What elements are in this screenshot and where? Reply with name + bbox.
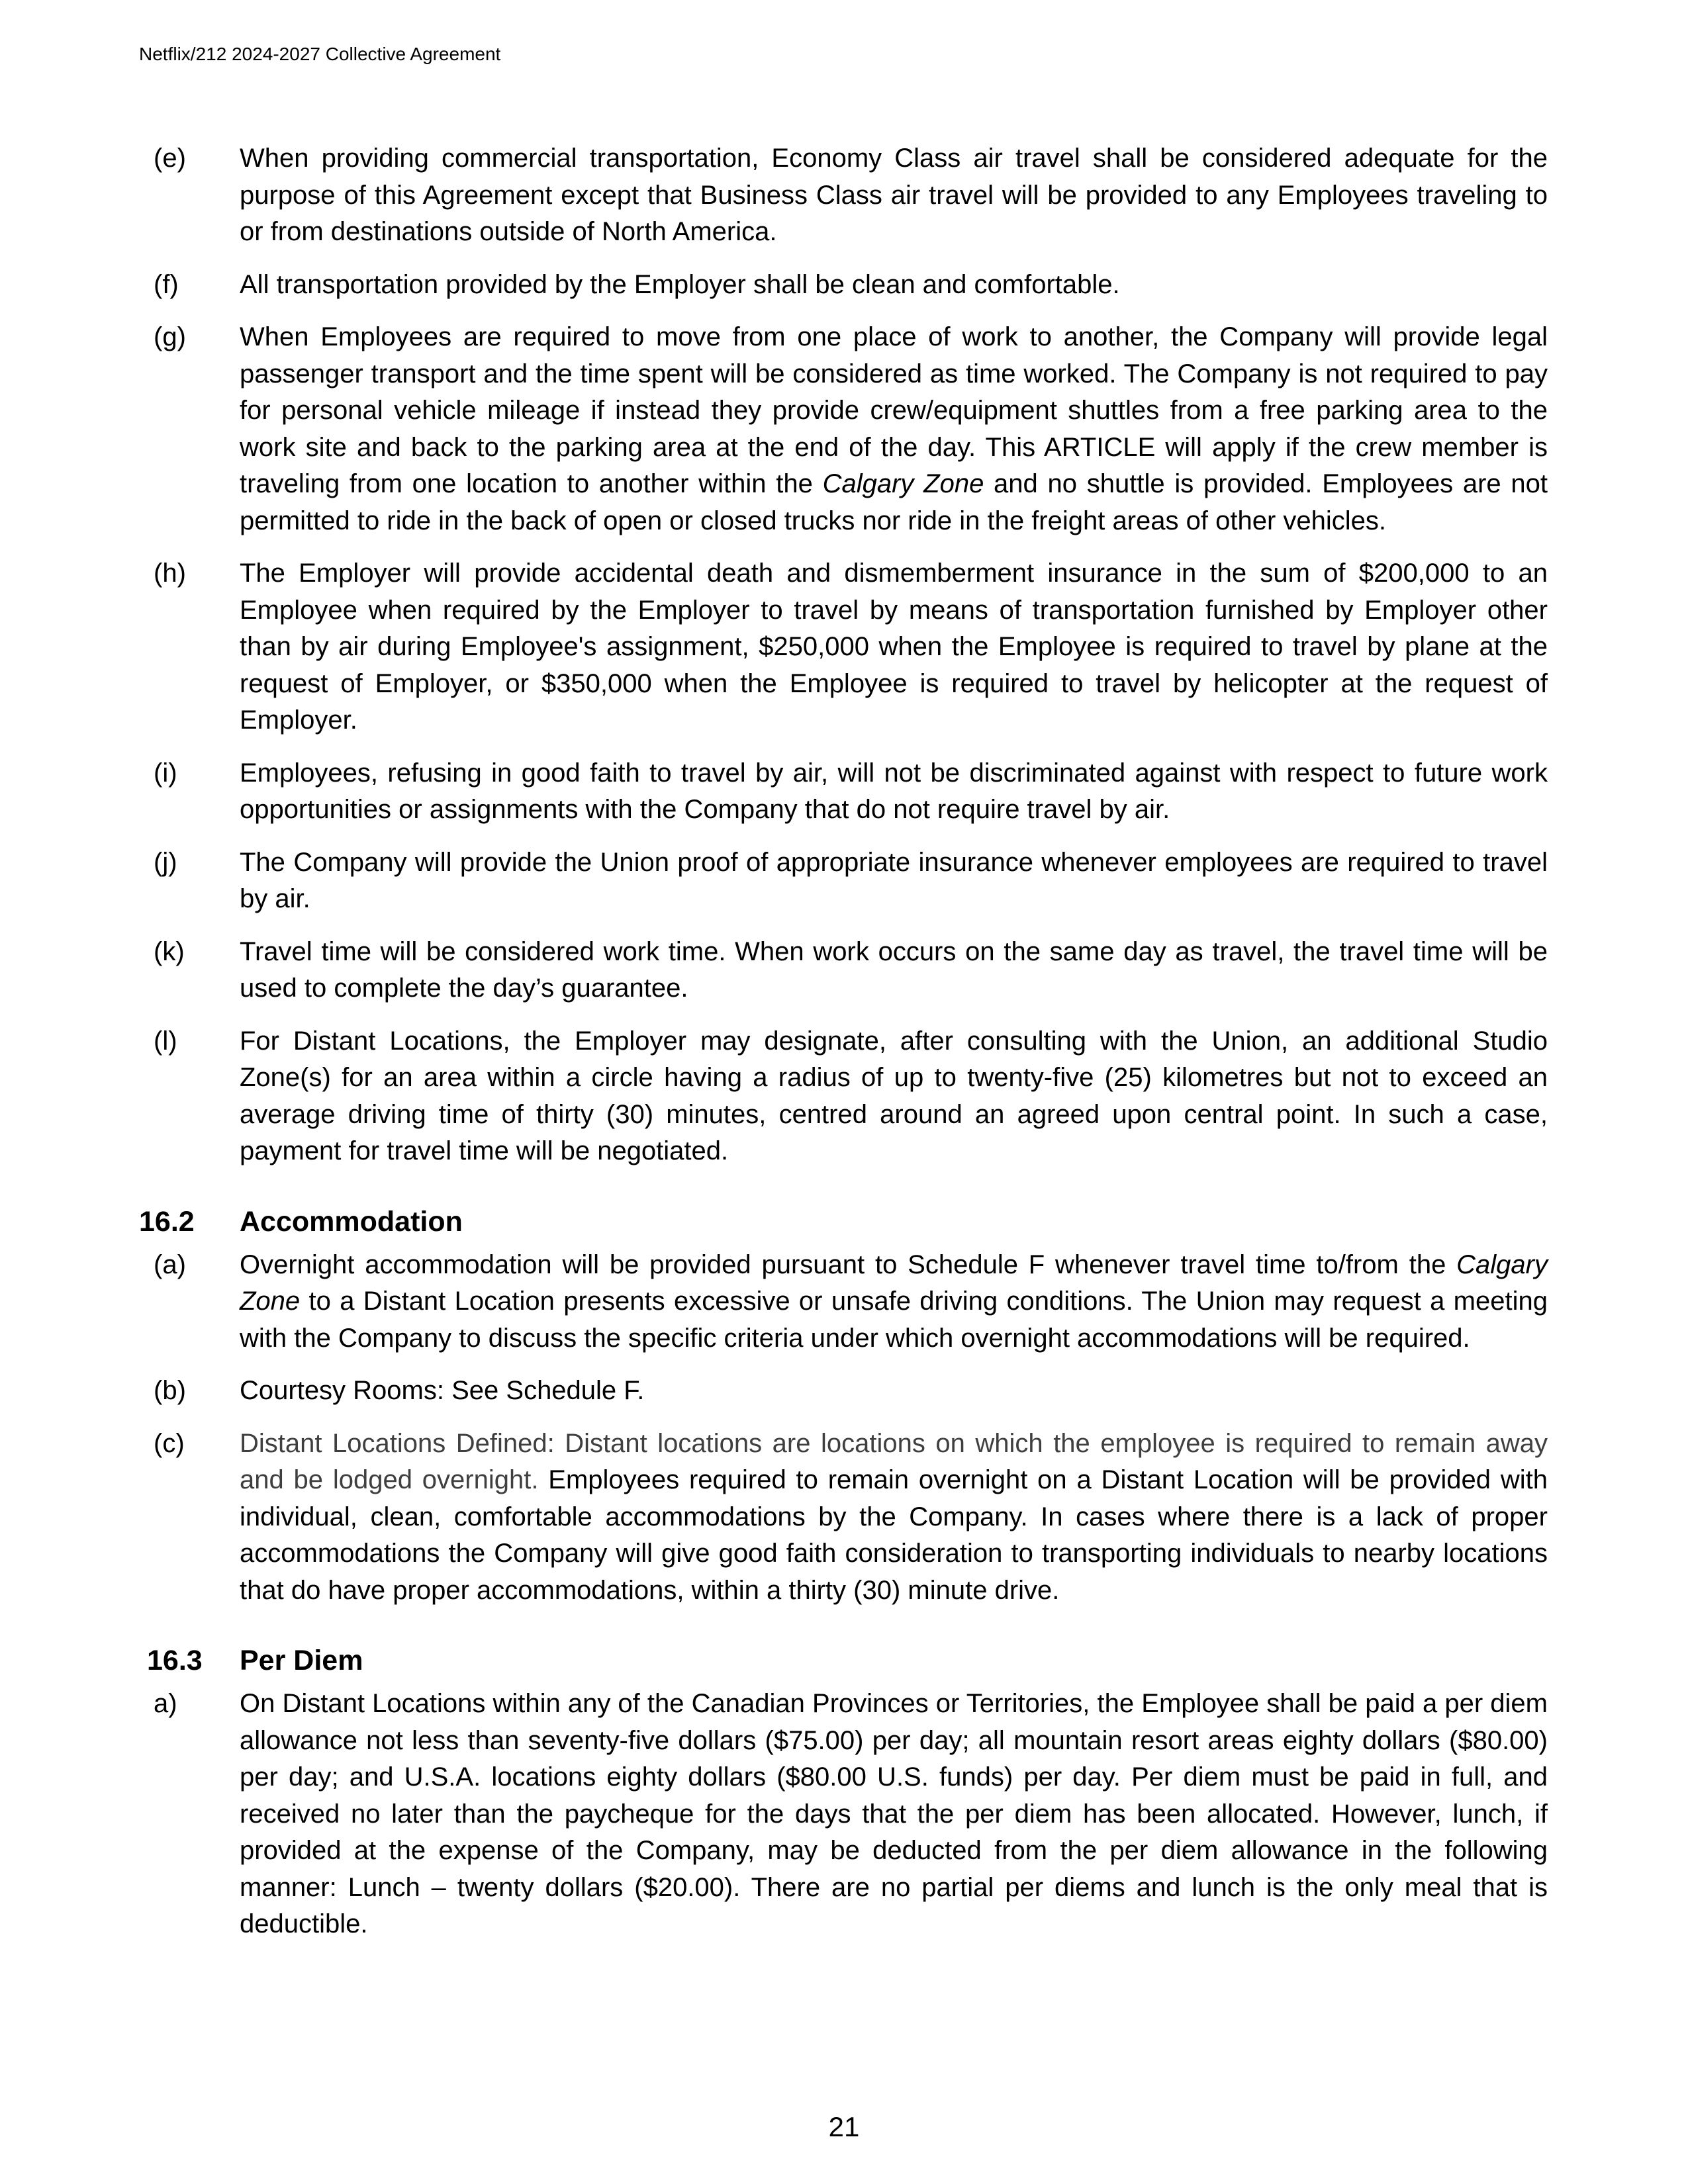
clause-text-part: Overnight accommodation will be provided pursuant to Schedule F whenever travel time to/from the <box>240 1250 1457 1279</box>
section-title: Per Diem <box>240 1645 363 1676</box>
calgary-zone-term: Calgary Zone <box>240 1250 1548 1316</box>
clause-16-2-b <box>139 1373 1549 1410</box>
clause-i <box>139 755 1549 829</box>
clause-label: (b) <box>154 1376 186 1405</box>
clause-text: Courtesy Rooms: See Schedule F. <box>240 1376 645 1405</box>
calgary-zone-term: Calgary Zone <box>822 469 984 498</box>
clause-h <box>139 555 1549 739</box>
clause-text-part: and no shuttle is provided. Employees are not permitted to ride in the back of open or closed trucks nor ride in the freight areas of other vehicles. <box>240 469 1548 535</box>
clause-text: All transportation provided by the Employer shall be clean and comfortable. <box>240 269 1120 299</box>
clause-f <box>139 267 1549 304</box>
clause-text <box>240 1247 1548 1357</box>
clause-text <box>240 319 1548 539</box>
section-number: 16.2 <box>139 1205 195 1238</box>
clause-text: When providing commercial transportation, Economy Class air travel shall be considered adequate for the purpose of this Agreement except that Business Class air travel will be provided to any Employees traveling to or from destinations outside of North America. <box>240 144 1548 246</box>
distant-locations-definition: Distant Locations Defined: Distant locations are locations on which the employee is required to remain away and be lodged overnight. <box>240 1428 1548 1494</box>
clause-label: (a) <box>154 1250 186 1279</box>
clause-label: (l) <box>154 1026 177 1056</box>
clause-text: The Company will provide the Union proof of appropriate insurance whenever employees are required to travel by air. <box>240 847 1548 913</box>
document-body <box>139 140 1549 1959</box>
clause-label: (e) <box>154 144 186 173</box>
section-heading-16-3 <box>139 1641 1549 1680</box>
section-number: 16.3 <box>147 1645 203 1676</box>
running-header: Netflix/212 2024-2027 Collective Agreement <box>139 44 501 64</box>
clause-k <box>139 934 1549 1007</box>
clause-l <box>139 1023 1549 1170</box>
clause-label: (g) <box>154 322 186 351</box>
clause-label: (i) <box>154 758 177 788</box>
clause-text-part: to a Distant Location presents excessive or unsafe driving conditions. The Union may request a meeting with the Company to discuss the specific criteria under which overnight accommodations will be required. <box>240 1287 1548 1353</box>
clause-text-part: Employees required to remain overnight on a Distant Location will be provided with individual, clean, comfortable accommodations by the Company. In cases where there is a lack of proper accommodations the Company will give good faith consideration to transporting individuals to nearby locations that do have proper accommodations, within a thirty (30) minute drive. <box>240 1465 1548 1605</box>
clause-text: Employees, refusing in good faith to travel by air, will not be discriminated against with respect to future work opportunities or assignments with the Company that do not require travel by air. <box>240 758 1548 824</box>
section-title: Accommodation <box>240 1205 463 1238</box>
clause-j <box>139 844 1549 918</box>
clause-16-2-c <box>139 1426 1549 1610</box>
clause-text: The Employer will provide accidental death and dismemberment insurance in the sum of $200,000 to an Employee when required by the Employer to travel by means of transportation furnished by Employer other than by air during Employee's assignment, $250,000 when the Employee is required to travel by plane at the request of Employer, or $350,000 when the Employee is required to travel by helicopter at the request of Employer. <box>240 559 1548 735</box>
clause-label: (j) <box>154 847 177 877</box>
clause-text-part: When Employees are required to move from one place of work to another, the Company will provide legal passenger transport and the time spent will be considered as time worked. The Company is not required to pay for personal vehicle mileage if instead they provide crew/equipment shuttles from a free parking area to the work site and back to the parking area at the end of the day. This ARTICLE will apply if the crew member is traveling from one location to another within the <box>240 322 1548 498</box>
clause-label: (c) <box>154 1428 185 1458</box>
clause-text: On Distant Locations within any of the Canadian Provinces or Territories, the Employee shall be paid a per diem allowance not less than seventy-five dollars ($75.00) per day; all mountain resort areas eighty dollars ($80.00) per day; and U.S.A. locations eighty dollars ($80.00 U.S. funds) per day. Per diem must be paid in full, and received no later than the paycheque for the days that the per diem has been allocated. However, lunch, if provided at the expense of the Company, may be deducted from the per diem allowance in the following manner: Lunch – twenty dollars ($20.00). There are no partial per diems and lunch is the only meal that is deductible. <box>240 1689 1548 1938</box>
clause-e <box>139 140 1549 251</box>
clause-g <box>139 319 1549 539</box>
clause-16-3-a <box>139 1686 1549 1943</box>
section-heading-16-2 <box>139 1202 1549 1242</box>
page-number: 21 <box>828 2111 860 2142</box>
clause-label: (h) <box>154 559 186 588</box>
clause-text <box>240 1426 1548 1610</box>
clause-16-2-a <box>139 1247 1549 1357</box>
clause-label: (k) <box>154 936 185 966</box>
clause-text: For Distant Locations, the Employer may designate, after consulting with the Union, an additional Studio Zone(s) for an area within a circle having a radius of up to twenty-five (25) kilometres but not to exceed an average driving time of thirty (30) minutes, centred around an agreed upon central point. In such a case, payment for travel time will be negotiated. <box>240 1026 1548 1165</box>
clause-label: a) <box>154 1689 177 1718</box>
clause-text: Travel time will be considered work time. When work occurs on the same day as travel, the travel time will be used to complete the day’s guarantee. <box>240 936 1548 1003</box>
clause-label: (f) <box>154 269 179 299</box>
